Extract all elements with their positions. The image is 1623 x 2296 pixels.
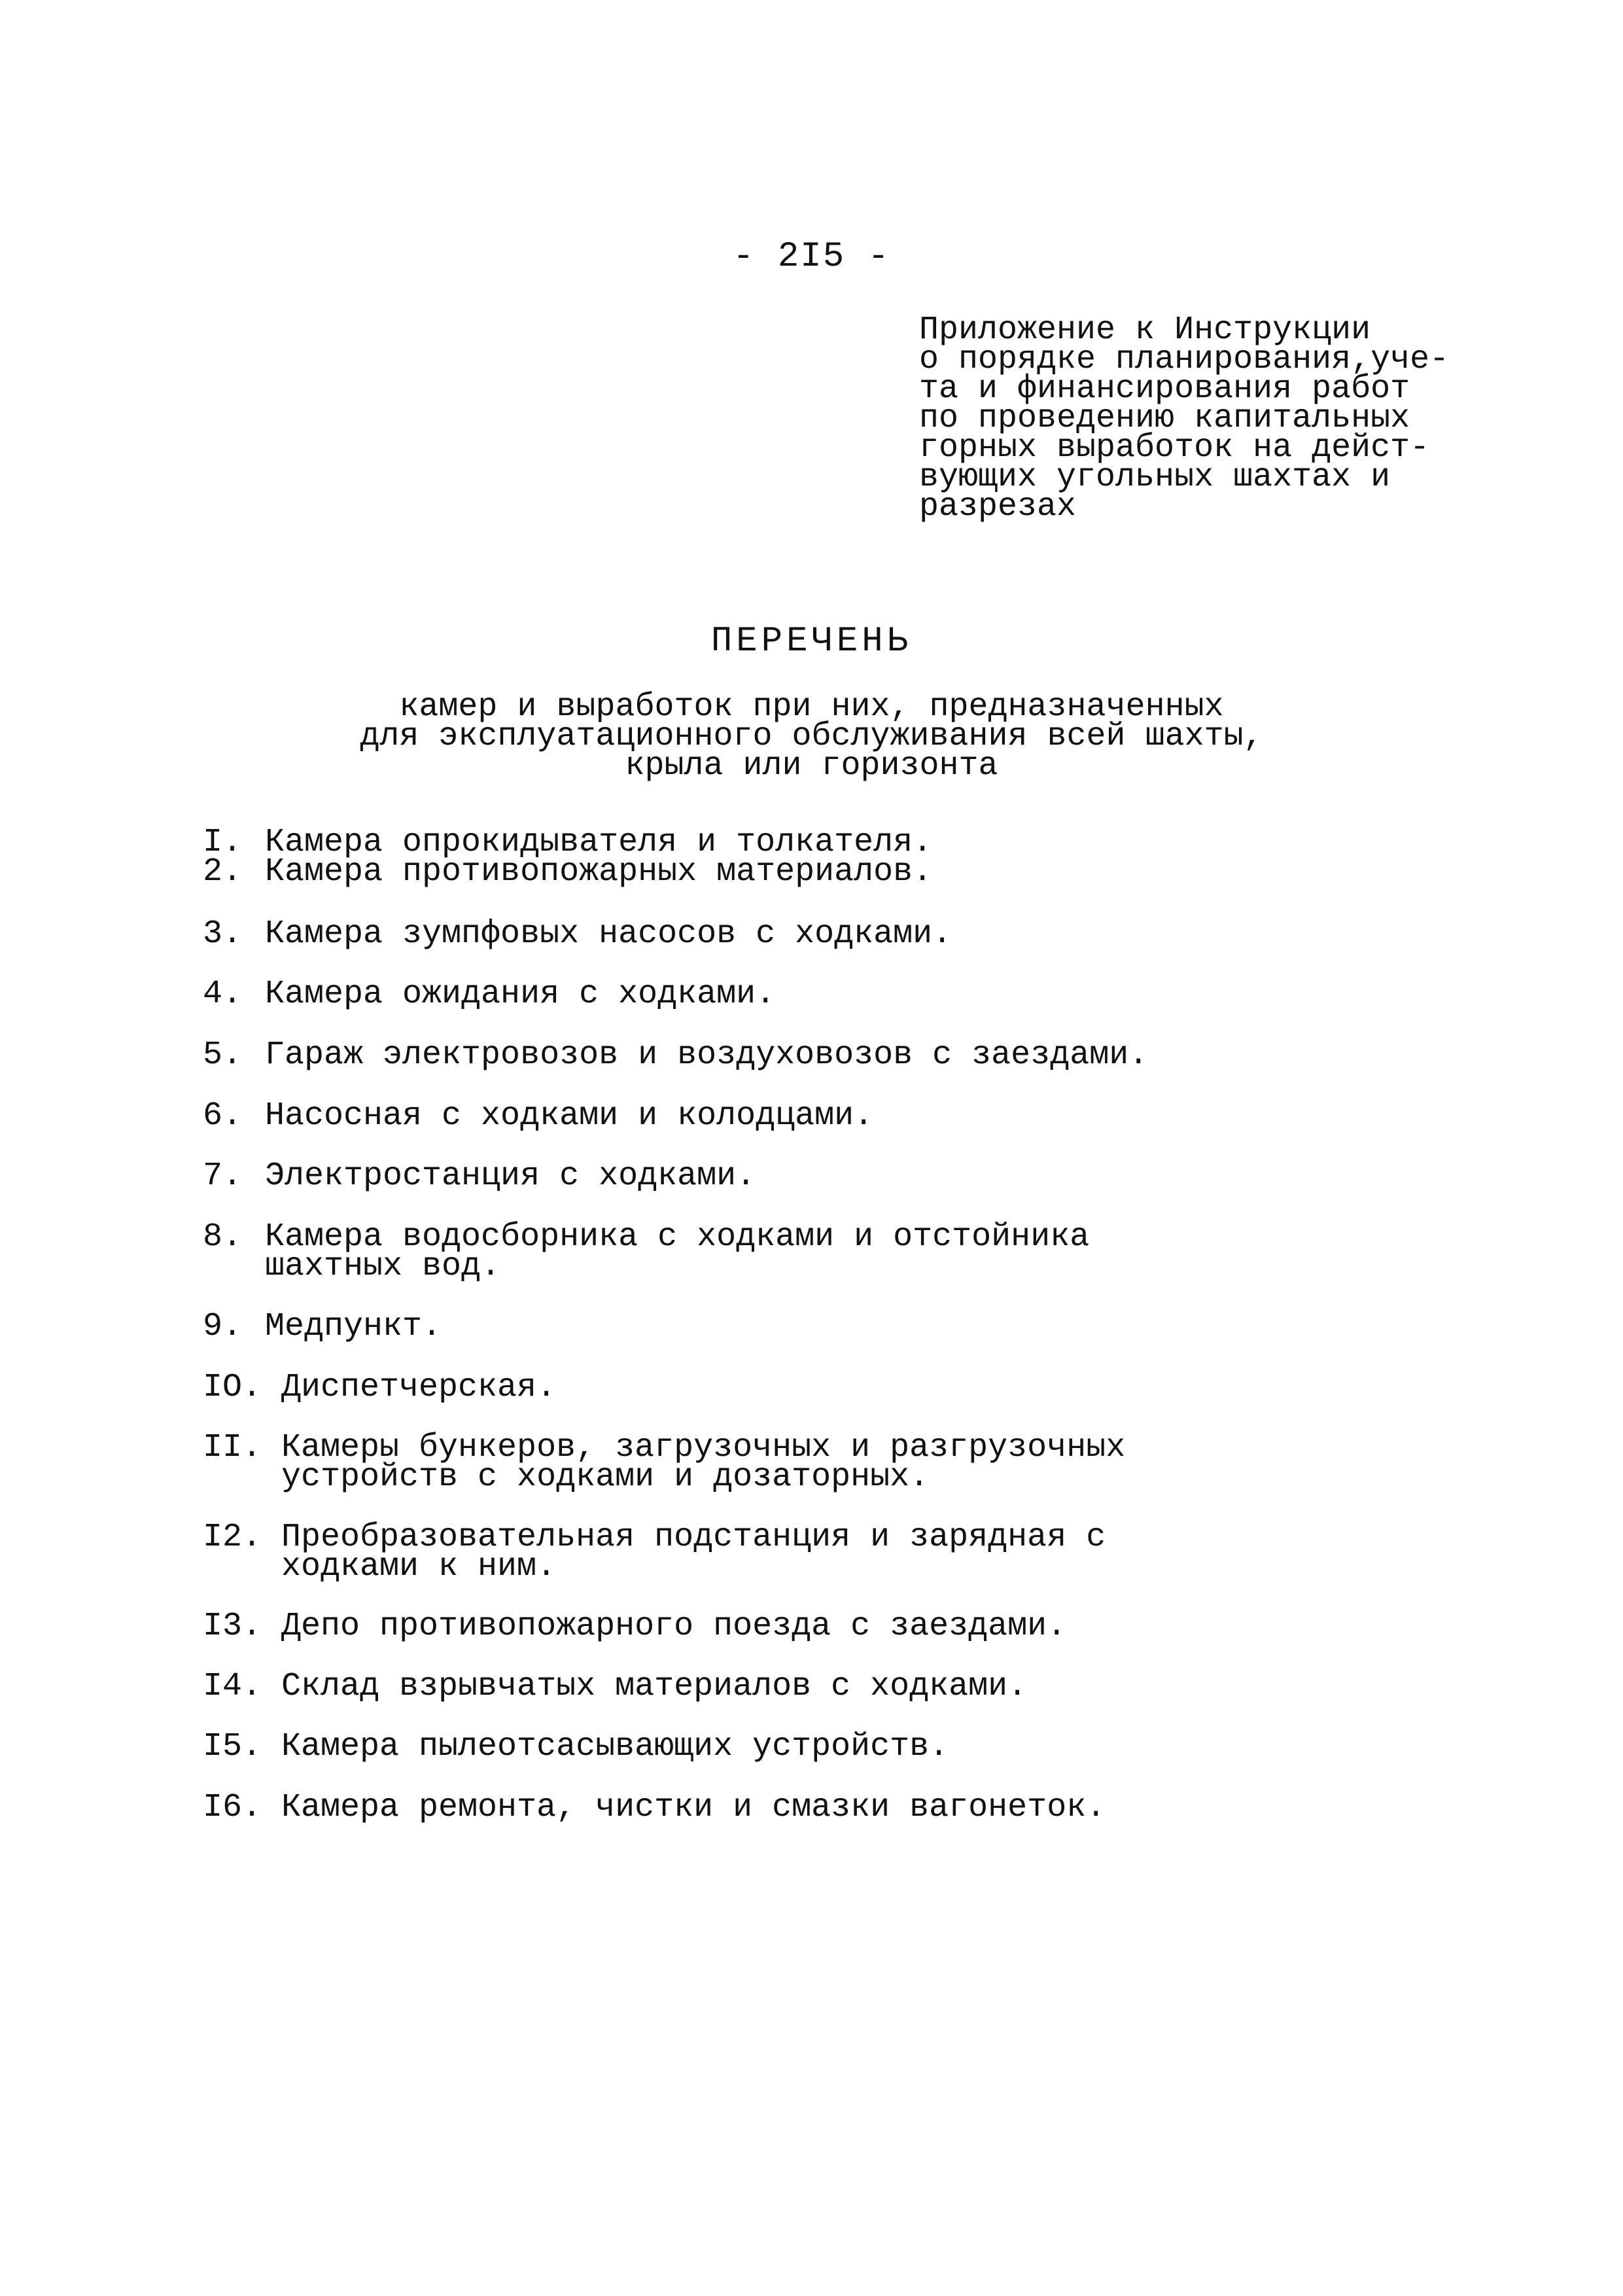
item-number: 4. bbox=[203, 976, 243, 1013]
item-number: I6. bbox=[203, 1789, 262, 1826]
item-text: Камера противопожарных материалов. bbox=[265, 853, 933, 891]
item-text: Камера ожидания с ходками. bbox=[265, 976, 776, 1013]
item-number: I2. bbox=[203, 1519, 262, 1556]
appendix-line: Приложение к Инструкции bbox=[919, 311, 1371, 349]
appendix-line: разрезах bbox=[919, 488, 1077, 525]
item-number: 7. bbox=[203, 1157, 243, 1195]
item-text: шахтных вод. bbox=[265, 1248, 501, 1285]
item-number: 6. bbox=[203, 1097, 243, 1135]
item-text: Камеры бункеров, загрузочных и разгрузочных bbox=[281, 1429, 1126, 1466]
item-text: ходками к ним. bbox=[281, 1548, 557, 1585]
appendix-line: вующих угольных шахтах и bbox=[919, 459, 1391, 496]
appendix-line: горных выработок на дейст- bbox=[919, 429, 1430, 467]
item-text: Медпункт. bbox=[265, 1308, 442, 1345]
item-number: 3. bbox=[203, 915, 243, 953]
appendix-line: та и финансирования работ bbox=[919, 370, 1410, 408]
item-text: Камера опрокидывателя и толкателя. bbox=[265, 824, 933, 861]
appendix-line: о порядке планирования,уче- bbox=[919, 341, 1450, 378]
subtitle-line: камер и выработок при них, предназначенных bbox=[399, 688, 1224, 726]
item-text: Камера водосборника с ходками и отстойника bbox=[265, 1218, 1090, 1256]
item-text: Диспетчерская. bbox=[281, 1369, 557, 1406]
item-number: I. bbox=[203, 824, 243, 861]
appendix-line: по проведению капитальных bbox=[919, 400, 1410, 437]
subtitle-line: для эксплуатационного обслуживания всей шахты, bbox=[360, 718, 1263, 755]
item-number: 2. bbox=[203, 853, 243, 891]
item-number: I3. bbox=[203, 1608, 262, 1645]
item-number: IO. bbox=[203, 1369, 262, 1406]
item-number: II. bbox=[203, 1429, 262, 1466]
item-text: Электростанция с ходками. bbox=[265, 1157, 756, 1195]
item-text: устройств с ходками и дозаторных. bbox=[281, 1458, 930, 1496]
appendix-note bbox=[919, 311, 1508, 525]
item-text: Камера пылеотсасывающих устройств. bbox=[281, 1728, 949, 1765]
subtitle-line: крыла или горизонта bbox=[625, 747, 998, 785]
item-text: Насосная с ходками и колодцами. bbox=[265, 1097, 874, 1135]
item-text: Склад взрывчатых материалов с ходками. bbox=[281, 1668, 1028, 1705]
item-number: I5. bbox=[203, 1728, 262, 1765]
item-number: I4. bbox=[203, 1668, 262, 1705]
item-text: Камера ремонта, чистки и смазки вагонеток. bbox=[281, 1789, 1106, 1826]
document-subtitle bbox=[0, 688, 1623, 785]
document-title: ПЕРЕЧЕНЬ bbox=[710, 622, 913, 662]
item-text: Камера зумпфовых насосов с ходками. bbox=[265, 915, 952, 953]
item-number: 9. bbox=[203, 1308, 243, 1345]
page-number: - 2I5 - bbox=[733, 237, 890, 277]
item-text: Преобразовательная подстанция и зарядная с bbox=[281, 1519, 1106, 1556]
item-text: Депо противопожарного поезда с заездами. bbox=[281, 1608, 1067, 1645]
item-number: 8. bbox=[203, 1218, 243, 1256]
item-number: 5. bbox=[203, 1036, 243, 1074]
item-text: Гараж электровозов и воздуховозов с заездами. bbox=[265, 1036, 1149, 1074]
